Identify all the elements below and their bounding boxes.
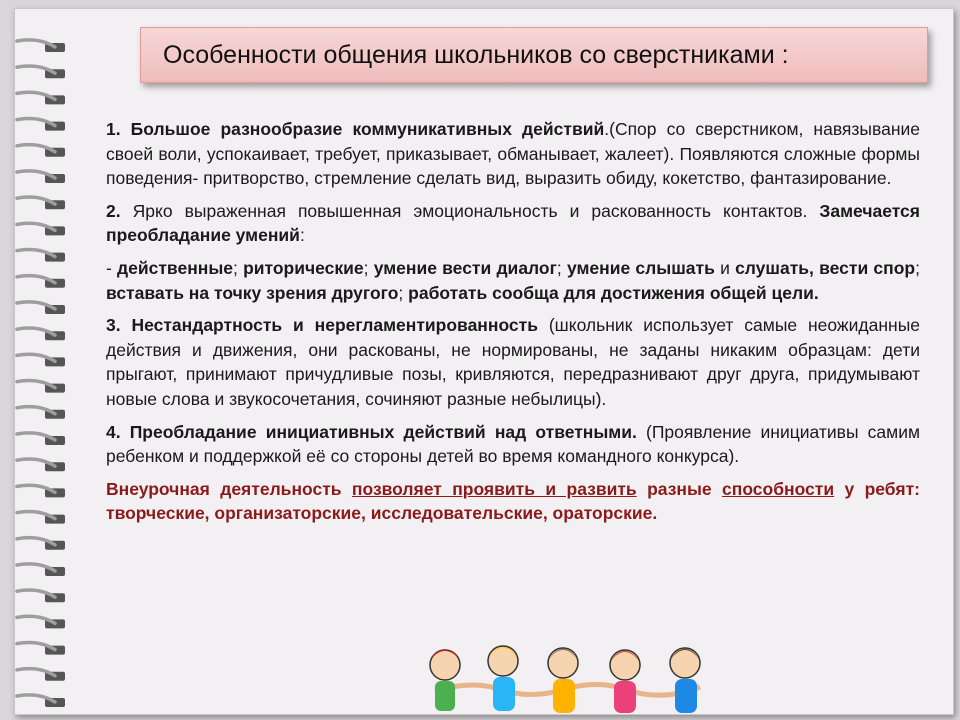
conclusion-b: разные (636, 478, 723, 499)
dancing-children-icon (415, 639, 715, 715)
skill-sep-5: ; (915, 257, 920, 278)
page-title: Особенности общения школьников со сверстниками : (163, 41, 789, 69)
skill-sep-6: ; (398, 282, 409, 303)
skill-sep-4: и (714, 257, 736, 278)
notebook-page (14, 8, 954, 715)
p2-bold: Замечается преобладание умений (106, 200, 920, 246)
p2-number: 2. (106, 200, 121, 221)
paragraph-3 (106, 313, 920, 411)
skill-sep-3: ; (556, 257, 567, 278)
p1-text: .(Спор со сверстником, навязывание своей воли, успокаивает, требует, приказывает, обманывает, жалеет). Появляются сложные формы поведения- притворство, стремление сделать вид, выразить обиду, кокетство, фантазирование. (106, 119, 921, 189)
skill-7: работать сообща для достижения общей цели. (408, 282, 819, 303)
skill-6: вставать на точку зрения другого (106, 282, 399, 303)
content-body (106, 117, 920, 534)
p3-text: (школьник использует самые неожиданные действия и движения, они раскованы, не нормированы, не заданы никаким образцам: дети прыгают, принимают причудливые позы, кривляются, передразнивают друг друга, придумывают новые слова и звукосочетания, сочиняют разные небылицы). (106, 315, 921, 409)
skill-5: слушать, вести спор (735, 257, 916, 278)
conclusion-a: Внеурочная деятельность (106, 478, 352, 499)
skill-1: действенные (117, 257, 234, 278)
skill-2: риторические (243, 257, 364, 278)
paragraph-skills (106, 256, 920, 305)
paragraph-1 (106, 117, 920, 191)
title-banner (140, 27, 928, 83)
conclusion-c: у ребят: творческие, организаторские, исследовательские, ораторские. (106, 478, 920, 524)
p2-text: Ярко выраженная повышенная эмоциональность и раскованность контактов. (120, 200, 820, 221)
p3-heading: 3. Нестандартность и нерегламентированность (106, 315, 538, 336)
skill-3: умение вести диалог (373, 257, 557, 278)
skill-sep-1: ; (233, 257, 244, 278)
paragraph-2 (106, 199, 920, 248)
p4-text: (Проявление инициативы самим ребенком и поддержкой её со стороны детей во время командного конкурса). (106, 421, 920, 467)
spiral-binding-icon (15, 9, 75, 715)
p4-heading: 4. Преобладание инициативных действий над ответными. (106, 421, 637, 442)
p1-heading: 1. Большое разнообразие коммуникативных действий (106, 119, 605, 139)
skill-4: умение слышать (566, 257, 715, 278)
paragraph-conclusion (106, 477, 920, 526)
skill-sep-2: ; (363, 257, 374, 278)
paragraph-4 (106, 420, 920, 469)
conclusion-underline-2: способности (722, 478, 835, 499)
skills-dash: - (106, 257, 118, 278)
conclusion-underline-1: позволяет проявить и развить (351, 478, 637, 499)
p2-tail: : (299, 225, 305, 246)
